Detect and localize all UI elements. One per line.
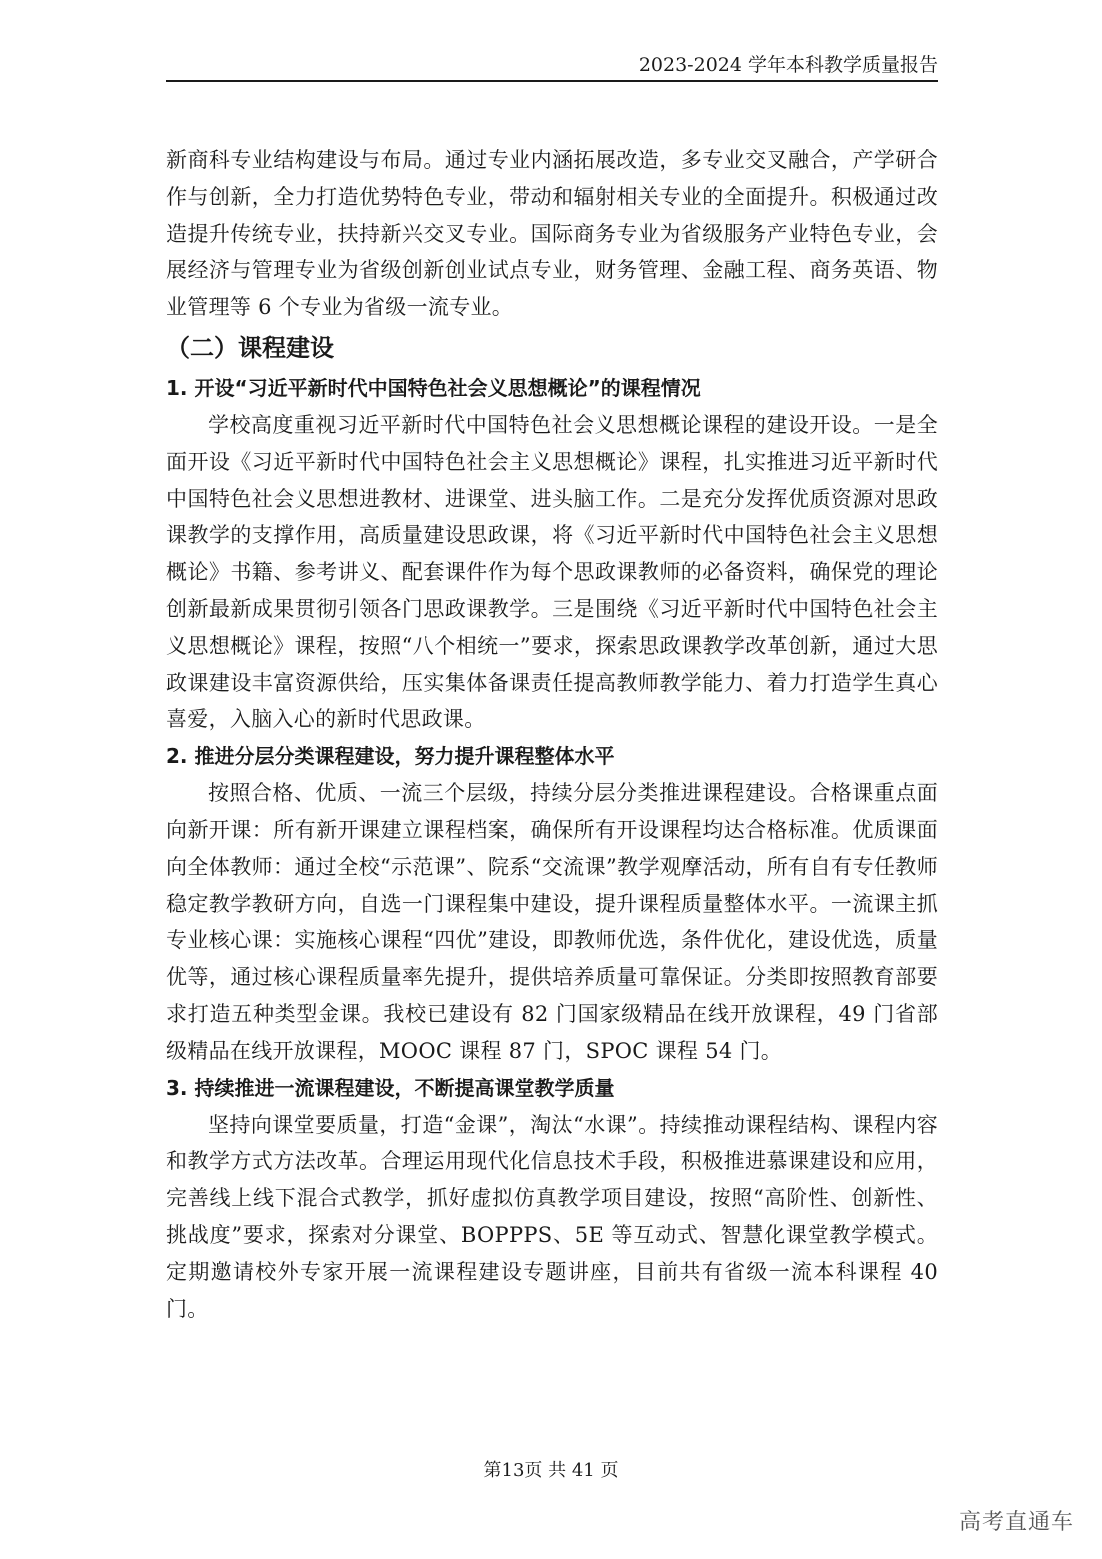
page-content [166,142,938,1327]
page-header-title: 2023-2024 学年本科教学质量报告 [638,54,938,76]
header-divider [166,80,938,82]
subsection-paragraph-3: 坚持向课堂要质量，打造“金课”，淘汰“水课”。持续推动课程结构、课程内容和教学方式方法改革。合理运用现代化信息技术手段，积极推进慕课建设和应用，完善线上线下混合式教学，抓好虚拟仿真教学项目建设，按照“高阶性、创新性、挑战度”要求，探索对分课堂、BOPPPS、5E 等互动式、智慧化课堂教学模式。定期邀请校外专家开展一流课程建设专题讲座，目前共有省级一流本科课程 40 门。 [166,1112,938,1321]
subsection-heading-3: 3. 持续推进一流课程建设，不断提高课堂教学质量 [166,1075,615,1100]
subsection-paragraph-1: 学校高度重视习近平新时代中国特色社会义思想概论课程的建设开设。一是全面开设《习近平新时代中国特色社会主义思想概论》课程，扎实推进习近平新时代中国特色社会义思想进教材、进课堂、进头脑工作。二是充分发挥优质资源对思政课教学的支撑作用，高质量建设思政课，将《习近平新时代中国特色社会主义思想概论》书籍、参考讲义、配套课件作为每个思政课教师的必备资料，确保党的理论创新最新成果贯彻引领各门思政课教学。三是围绕《习近平新时代中国特色社会主义思想概论》课程，按照“八个相统一”要求，探索思政课教学改革创新，通过大思政课建设丰富资源供给，压实集体备课责任提高教师教学能力、着力打造学生真心喜爱，入脑入心的新时代思政课。 [166,412,938,732]
subsection-heading-1: 1. 开设“习近平新时代中国特色社会义思想概论”的课程情况 [166,375,701,400]
page-number-footer: 第13页 共 41 页 [483,1460,619,1481]
watermark-text: 高考直通车 [958,1510,1074,1535]
subsection-heading-2: 2. 推进分层分类课程建设，努力提升课程整体水平 [166,744,615,769]
section-heading: （二）课程建设 [166,333,334,362]
subsection-paragraph-2: 按照合格、优质、一流三个层级，持续分层分类推进课程建设。合格课重点面向新开课：所有新开课建立课程档案，确保所有开设课程均达合格标准。优质课面向全体教师：通过全校“示范课”、院系“交流课”教学观摩活动，所有自有专任教师稳定教学教研方向，自选一门课程集中建设，提升课程质量整体水平。一流课主抓专业核心课：实施核心课程“四优”建设，即教师优选，条件优化，建设优选，质量优等，通过核心课程质量率先提升，提供培养质量可靠保证。分类即按照教育部要求打造五种类型金课。我校已建设有 82 门国家级精品在线开放课程，49 门省部级精品在线开放课程，MOOC 课程 87 门，SPOC 课程 54 门。 [166,781,938,1063]
intro-paragraph: 新商科专业结构建设与布局。通过专业内涵拓展改造，多专业交叉融合，产学研合作与创新，全力打造优势特色专业，带动和辐射相关专业的全面提升。积极通过改造提升传统专业，扶持新兴交叉专业。国际商务专业为省级服务产业特色专业，会展经济与管理专业为省级创新创业试点专业，财务管理、金融工程、商务英语、物业管理等 6 个专业为省级一流专业。 [166,148,938,320]
